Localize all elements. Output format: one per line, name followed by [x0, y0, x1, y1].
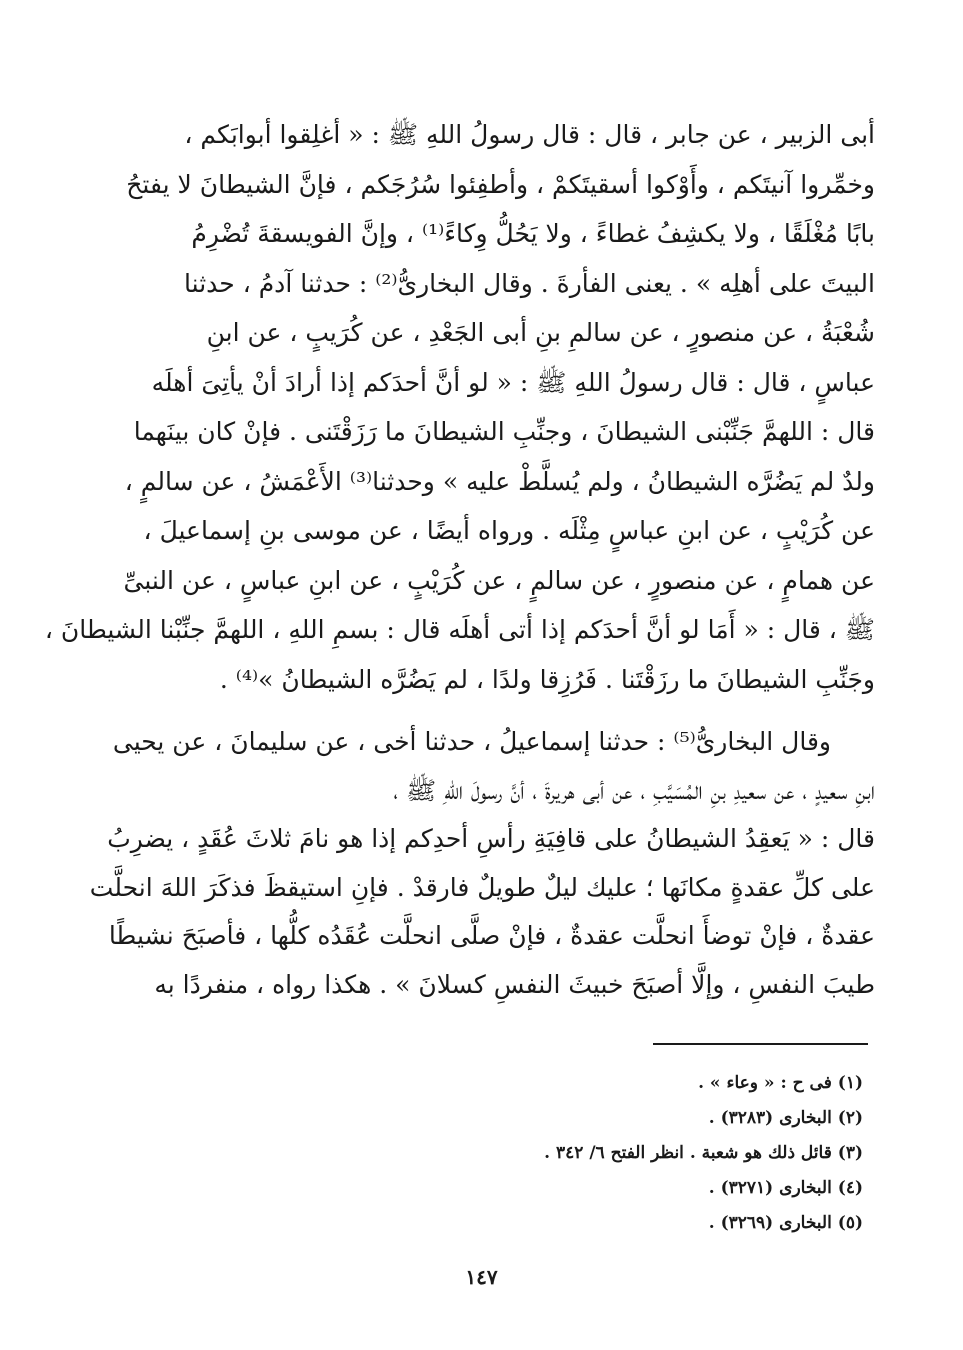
text-line: طيبَ النفسِ ، وإلَّا أصبَحَ خبيثَ النفسِ كسلانَ » . هكذا رواه ، منفردًا به [154, 969, 875, 999]
footnotes [363, 1066, 863, 1241]
footnote: (٤) البخارى (٣٢٧١) . [708, 1178, 863, 1198]
text-line: عباسٍ ، قال : قال رسولُ اللهِ ﷺ : « لو أنَّ أحدَكم إذا أرادَ أنْ يأتِىَ أهلَه [151, 367, 875, 397]
paragraph-1 [44, 110, 875, 704]
footnote: (٣) قائل ذلك هو شعبة . انظر الفتح ٦/ ٣٤٢ . [544, 1143, 863, 1163]
footnote: (٥) البخارى (٣٢٦٩) . [708, 1213, 863, 1233]
text-line: أبى الزبير ، عن جابر ، قال : قال رسولُ اللهِ ﷺ : « أغلِقوا أبوابَكم ، [184, 120, 875, 149]
text-line: وجَنِّبِ الشيطانَ ما رزَقْتَنا . فَرُزِقا ولدًا ، لم يَضُرَّه الشيطانُ »⁽⁴⁾ . [219, 664, 875, 694]
text-line: وقال البخارىُّ⁽⁵⁾ : حدثنا إسماعيلُ ، حدثنا أخى ، عن سليمانَ ، عن يحيى [112, 727, 831, 756]
paragraph-2 [89, 718, 875, 1009]
footnote: (١) فى ح : « وعاء » . [698, 1073, 863, 1093]
text-line: ابنِ سعيدٍ ، عن سعيدِ بنِ المُسَيَّبِ ، عن أبى هريرةَ ، أنَّ رسولَ اللهِ ﷺ ، [393, 775, 875, 805]
footnote-divider [653, 1043, 868, 1045]
text-line: على كلِّ عقدةٍ مكانَها ؛ عليك ليلٌ طويلٌ فارقدْ . فإنِ استيقظَ فذكَرَ اللهَ انحلَّت [89, 872, 875, 902]
text-line: شُعْبَةُ ، عن منصورٍ ، عن سالمِ بنِ أبى الجَعْدِ ، عن كُرَيبٍ ، عن ابنِ [206, 318, 875, 347]
text-line: قال : اللهمَّ جَنِّبْنى الشيطانَ ، وجنِّبِ الشيطانَ ما رَزَقْتَنى . فإنْ كان بينَهما [133, 417, 875, 446]
text-line: ولدٌ لم يَضُرَّه الشيطانُ ، ولم يُسلَّطْ عليه » وحدثنا⁽³⁾ الأَعْمَشُ ، عن سالمٍ ، [124, 466, 875, 496]
text-line: وخمِّروا آنيتَكم ، وأَوْكوا أسقيتَكمْ ، وأطفِئوا سُرُجَكم ، فإنَّ الشيطانَ لا يفتحُ [126, 169, 875, 199]
text-line: البيتَ على أهلِه » . يعنى الفأرةَ . وقال البخارىُّ⁽²⁾ : حدثنا آدمُ ، حدثنا [184, 268, 875, 298]
text-line: عن همامٍ ، عن منصورٍ ، عن سالمٍ ، عن كُرَيْبٍ ، عن ابنِ عباسٍ ، عن النبىِّ [123, 565, 875, 595]
text-line: عن كُرَيْبٍ ، عن ابنِ عباسٍ مِثْلَه . ورواه أيضًا ، عن موسى بنِ إسماعيلَ ، [143, 516, 875, 545]
text-line: عقدةٌ ، فإنْ توضأَ انحلَّت عقدةٌ ، فإنْ صلَّى انحلَّت عُقَدُه كلُّها ، فأصبَحَ نشيطًا [108, 921, 875, 950]
footnote: (٢) البخارى (٣٢٨٣) . [708, 1108, 863, 1128]
text-line: قال : « يَعقِدُ الشيطانُ على قافِيَةِ رأسِ أحدِكم إذا هو نامَ ثلاثَ عُقَدٍ ، يضرِبُ [107, 824, 875, 853]
text-line: ﷺ ، قال : « أَمَا لو أنَّ أحدَكم إذا أتى أهلَه قال : بسمِ اللهِ ، اللهمَّ جنِّبْنا الشيطانَ ، [44, 615, 875, 644]
page-number: ١٤٧ [465, 1265, 498, 1289]
text-line: بابًا مُغْلَقًا ، ولا يكشِفُ غطاءً ، ولا يَحُلُّ وِكاءً⁽¹⁾ ، وإنَّ الفويسقةَ تُضْرِمُ [191, 219, 875, 248]
